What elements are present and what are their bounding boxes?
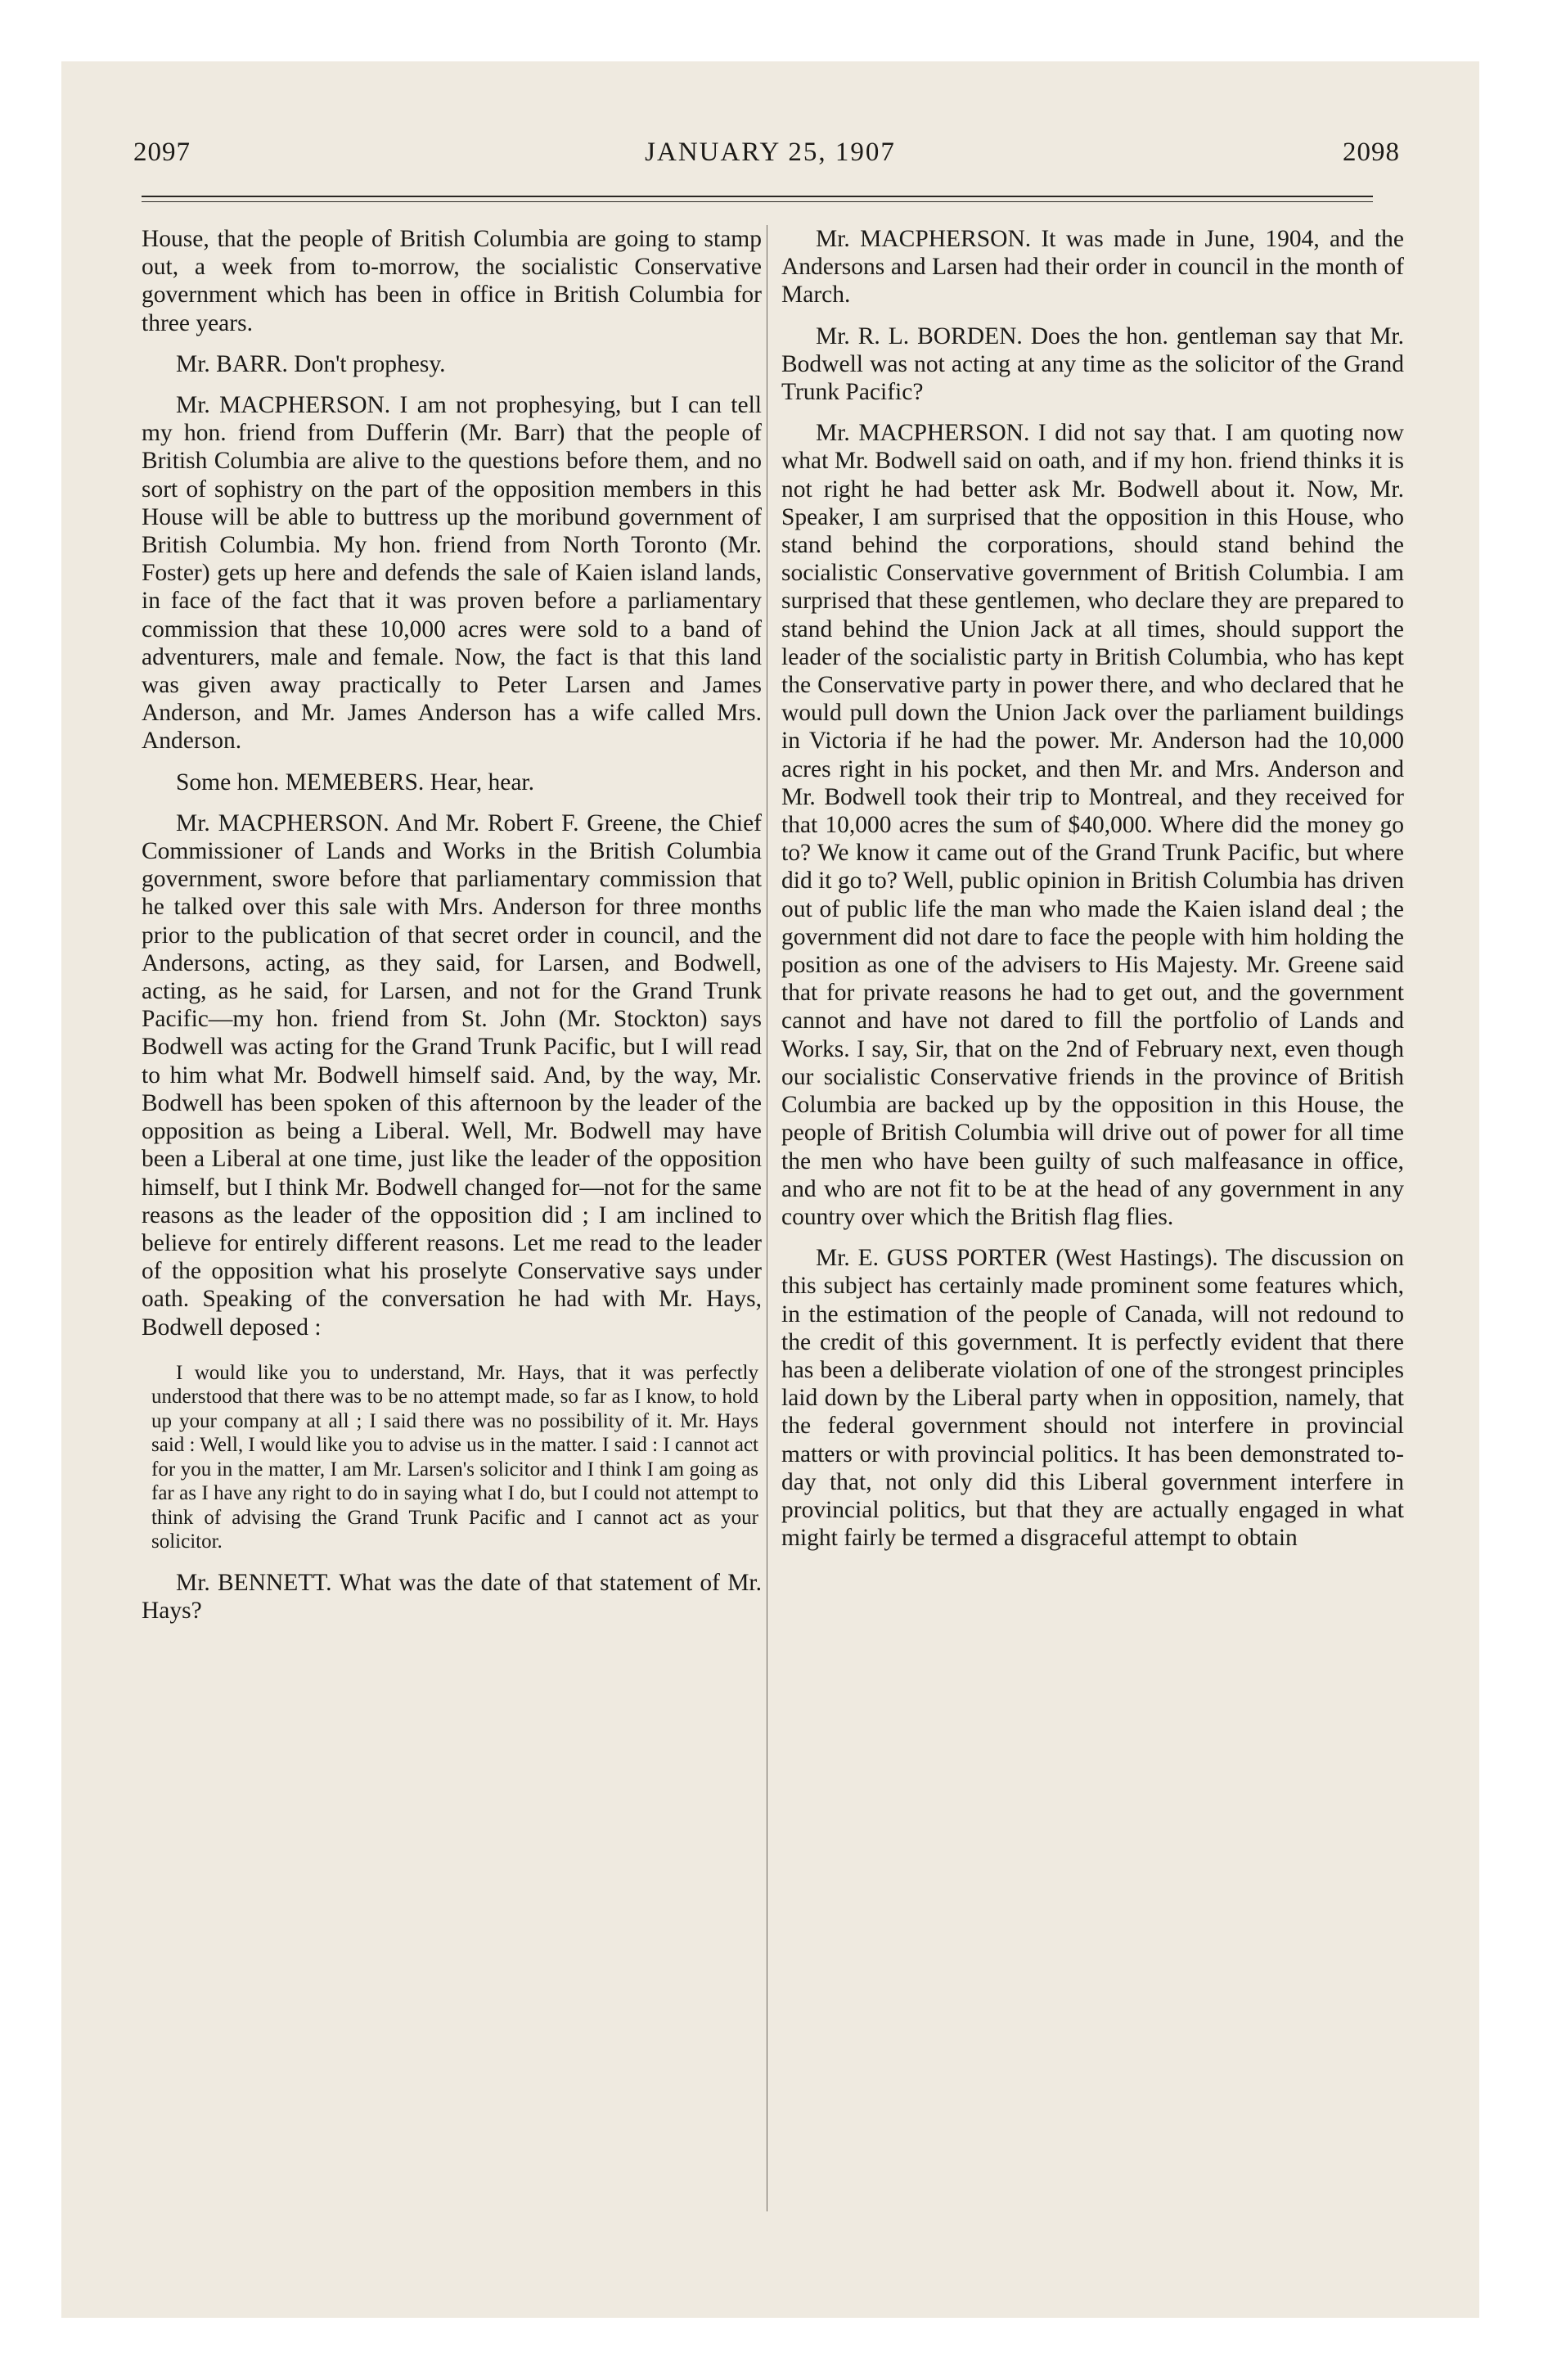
paragraph: Mr. MACPHERSON. I am not prophesying, but I can tell my hon. friend from Dufferin (Mr. Barr) that the people of British Columbia are alive to the questions before them, and no sort of sophistry on the part of the opposition members in this House will be able to buttress up the moribund government of British Columbia. My hon. friend from North Toronto (Mr. Foster) gets up here and defends the sale of Kaien island lands, in face of the fact that it was proven before a parliamentary commission that these 10,000 acres were sold to a band of adventurers, male and female. Now, the fact is that this land was given away practically to Peter Larsen and James Anderson, and Mr. James Anderson has a wife called Mrs. Anderson. bbox=[142, 392, 762, 755]
block-quote: I would like you to understand, Mr. Hays, that it was perfectly understood that there was to be no attempt made, so far as I know, to hold up your company at all ; I said there was no possibility of it. Mr. Hays said : Well, I would like you to advise us in the matter. I said : I cannot act for you in the matter, I am Mr. Larsen's solicitor and I think I am going as far as I have any right to do in saying what I do, but I could not attempt to think of advising the Grand Trunk Pacific and I cannot act as your solicitor. bbox=[151, 1361, 758, 1553]
paragraph: Some hon. MEMEBERS. Hear, hear. bbox=[176, 769, 534, 796]
paragraph: House, that the people of British Columbia are going to stamp out, a week from to-morrow, the socialistic Conservative government which has been in office in British Columbia for three years. bbox=[142, 226, 762, 336]
paragraph: Mr. E. GUSS PORTER (West Hastings). The discussion on this subject has certainly made prominent some features which, in the estimation of the people of Canada, will not redound to the credit of this government. It is perfectly evident that there has been a deliberate violation of one of the strongest principles laid down by the Liberal party when in opposition, namely, that the federal government should not interfere in provincial matters or with provincial politics. It has been demonstrated to-day that, not only did this Liberal government interfere in provincial politics, but that they are actually engaged in what might fairly be termed a disgraceful attempt to obtain bbox=[781, 1245, 1404, 1552]
header-rule-thin bbox=[142, 201, 1373, 202]
paragraph: Mr. R. L. BORDEN. Does the hon. gentleman say that Mr. Bodwell was not acting at any time as the solicitor of the Grand Trunk Pacific? bbox=[781, 322, 1404, 406]
left-page-number: 2097 bbox=[133, 137, 191, 167]
right-page-number: 2098 bbox=[1343, 137, 1400, 167]
paragraph: Mr. BARR. Don't prophesy. bbox=[176, 350, 446, 377]
header-rule-thick bbox=[142, 196, 1373, 197]
paragraph: Mr. BENNETT. What was the date of that statement of Mr. Hays? bbox=[142, 1569, 762, 1624]
page-date: JANUARY 25, 1907 bbox=[645, 137, 896, 167]
paragraph: Mr. MACPHERSON. I did not say that. I am quoting now what Mr. Bodwell said on oath, and if my hon. friend thinks it is not right he had better ask Mr. Bodwell about it. Now, Mr. Speaker, I am surprised that the opposition in this House, who stand behind the corporations, should stand behind the socialistic Conservative government of British Columbia. I am surprised that these gentlemen, who declare they are prepared to stand behind the Union Jack at all times, should support the leader of the socialistic party in British Columbia, who has kept the Conservative party in power there, and who declared that he would pull down the Union Jack over the parliament buildings in Victoria if he had the power. Mr. Anderson had the 10,000 acres right in his pocket, and then Mr. and Mrs. Anderson and Mr. Bodwell took their trip to Montreal, and they received for that 10,000 acres the sum of $40,000. Where did the money go to? We know it came out of the Grand Trunk Pacific, but where did it go to? Well, public opinion in British Columbia has driven out of public life the man who made the Kaien island deal ; the government did not dare to face the people with him holding the position as one of the advisers to His Majesty. Mr. Greene said that for private reasons he had to get out, and the government cannot and have not dared to fill the portfolio of Lands and Works. I say, Sir, that on the 2nd of February next, even though our socialistic Conservative friends in the province of British Columbia are backed up by the opposition in this House, the people of British Columbia will drive out of power for all time the men who have been guilty of such malfeasance in office, and who are not fit to be at the head of any government in any country over which the British flag flies. bbox=[781, 420, 1404, 1230]
paragraph: Mr. MACPHERSON. And Mr. Robert F. Greene, the Chief Commissioner of Lands and Works in the British Columbia government, swore before that parliamentary commission that he talked over this sale with Mrs. Anderson for three months prior to the publication of that secret order in council, and the Andersons, acting, as they said, for Larsen, and Bodwell, acting, as he said, for Larsen, and not for the Grand Trunk Pacific—my hon. friend from St. John (Mr. Stockton) says Bodwell was acting for the Grand Trunk Pacific, but I will read to him what Mr. Bodwell himself said. And, by the way, Mr. Bodwell has been spoken of this afternoon by the leader of the opposition as being a Liberal. Well, Mr. Bodwell may have been a Liberal at one time, just like the leader of the opposition himself, but I think Mr. Bodwell changed for—not for the same reasons as the leader of the opposition did ; I am inclined to believe for entirely different reasons. Let me read to the leader of the opposition what his proselyte Conservative says under oath. Speaking of the conversation he had with Mr. Hays, Bodwell deposed : bbox=[142, 809, 762, 1341]
left-column bbox=[142, 225, 762, 1625]
right-column bbox=[781, 225, 1404, 1552]
paragraph: Mr. MACPHERSON. It was made in June, 1904, and the Andersons and Larsen had their order in council in the month of March. bbox=[781, 226, 1404, 309]
hansard-page bbox=[61, 61, 1479, 2318]
